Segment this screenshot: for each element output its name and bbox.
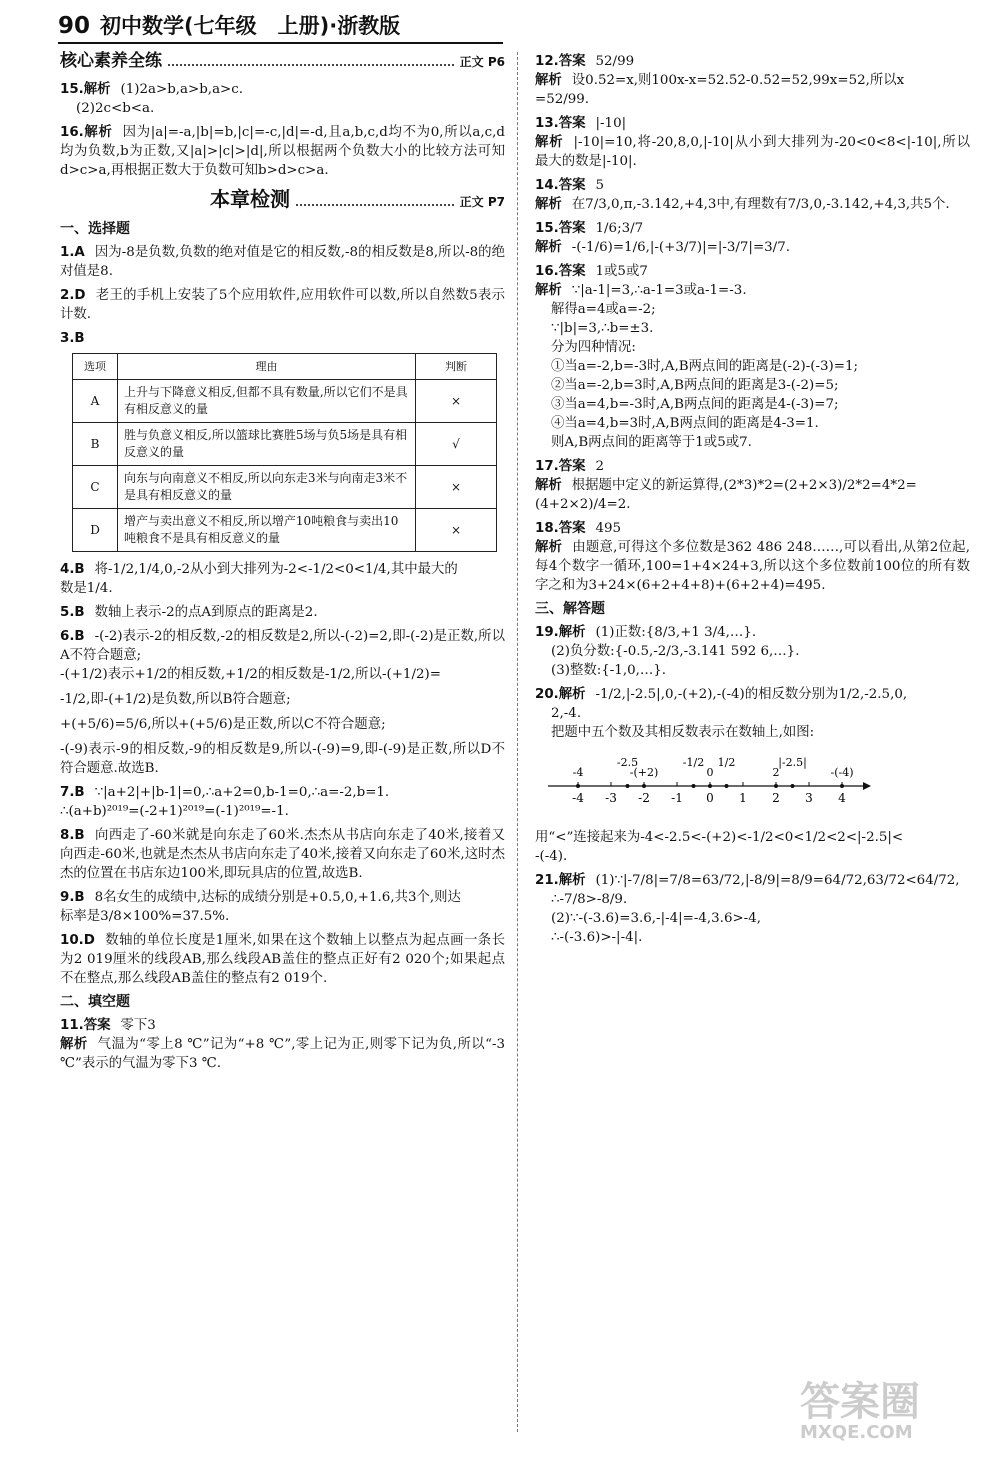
table-row: B 胜与负意义相反,所以篮球比赛胜5场与负5场是具有相反意义的量 √ — [73, 423, 497, 466]
section-title: 本章检测 — [210, 187, 290, 211]
point-label: -1/2 — [682, 756, 705, 769]
point-label: |-2.5| — [778, 756, 807, 769]
point-label: 1/2 — [717, 756, 736, 769]
reason-table: 选项 理由 判断 A 上升与下降意义相反,但都不具有数量,所以它们不是具有相反意义的量 × B 胜与负意义相反,所以篮球比赛胜5场与负5场是具有相反意义的量 √ C 向东与向南意义不相反,所以向东走3米与向南走3米不是具有相反意义的量 × D 增产与卖出意义不相反,所以增产10吨粮食与卖出10吨粮食不是具有相反意义的量 × — [72, 353, 497, 552]
section-title: 核心素养全练 — [60, 51, 162, 71]
right-column — [535, 52, 970, 952]
choice-6: 6.B -(-2)表示-2的相反数,-2的相反数是2,所以-(-2)=2,即-(-2)是正数,所以A不符合题意; -(+1/2)表示+1/2的相反数,+1/2的相反数是-1/2,所以-(+1/2)= -1/2,即-(+1/2)是负数,所以B符合题意; +(+5/6)=5/6,所以+(+5/6)是正数,所以C不符合题意; -(-9)表示-9的相反数,-9的相反数是9,所以-(-9)=9,即-(-9)是正数,所以D不符合题意.故选B. — [60, 629, 505, 776]
point-mark — [774, 784, 778, 788]
page-number: 90 — [58, 13, 91, 39]
tick-label: -3 — [605, 791, 617, 805]
table-row: A 上升与下降意义相反,但都不具有数量,所以它们不是具有相反意义的量 × — [73, 380, 497, 423]
solve-20: 20.解析 -1/2,|-2.5|,0,-(+2),-(-4)的相反数分别为1/2,-2.5,0, 2,-4. 把题中五个数及其相反数表示在数轴上,如图: -4 -3 -2 -1 0 1 2 3 4 -4 -2.5 -(+2) -1/2 0 1/2 2 |-2.5| -(-4) 用“<”连接起来为-4<-2.5<-(+2)<-1/2<0<1/2<2<|-2.5|< -(-4). — [535, 687, 908, 864]
point-label: -2.5 — [616, 756, 639, 769]
tick-label: -1 — [671, 791, 683, 805]
solve-19: 19.解析 (1)正数:{8/3,+1 3/4,…}. (2)负分数:{-0.5,-2/3,-3.141 592 6,…}. (3)整数:{-1,0,…}. — [535, 625, 800, 678]
tick-label: 2 — [772, 791, 780, 805]
point-label: 0 — [706, 766, 714, 779]
fill-15: 15.答案 1/6;3/7 解析 -(-1/6)=1/6,|-(+3/7)|=|-3/7|=3/7. — [535, 221, 790, 255]
point-mark — [576, 784, 580, 788]
left-column — [60, 52, 505, 1078]
choice-2: 2.D 老王的手机上安装了5个应用软件,应用软件可以数,所以自然数5表示计数. — [60, 288, 505, 322]
fill-14: 14.答案 5 解析 在7/3,0,π,-3.142,+4,3中,有理数有7/3,0,-3.142,+4,3,共5个. — [535, 178, 950, 212]
choice-4: 4.B 将-1/2,1/4,0,-2从小到大排列为-2<-1/2<0<1/4,其中最大的 数是1/4. — [60, 562, 458, 596]
fill-18: 18.答案 495 解析 由题意,可得这个多位数是362 486 248……,可以看出,从第2位起,每4个数字一循环,100=1+4×24+3,所以这个多位数前100位的所有数字之和为3+24×(6+2+4+8)+(6+2+4)=495. — [535, 521, 971, 593]
point-mark — [840, 784, 844, 788]
point-label: -(+2) — [629, 766, 659, 779]
tick-label: 0 — [706, 791, 714, 805]
choice-7: 7.B ∵|a+2|+|b-1|=0,∴a+2=0,b-1=0,∴a=-2,b=1. ∴(a+b)²⁰¹⁹=(-2+1)²⁰¹⁹=(-1)²⁰¹⁹=-1. — [60, 785, 390, 819]
answer-16: 16.解析 因为|a|=-a,|b|=b,|c|=-c,|d|=-d,且a,b,c,d均不为0,所以a,c,d均为负数,b为正数,又|a|>|c|>|d|,所以根据两个负数大小的比较方法可知d>c>a,再根据正数大于负数可知b>d>c>a. — [60, 125, 505, 178]
watermark-url: MXQE.COM — [800, 1422, 913, 1443]
header-rule — [58, 42, 503, 44]
choice-8: 8.B 向西走了-60米就是向东走了60米.杰杰从书店向东走了40米,接着又向西走-60米,也就是杰杰从书店向东走了40米,接着又向东走了60米,这时杰杰的位置在书店东边100米,即玩具店的位置,故选B. — [60, 828, 505, 881]
fill-11: 11.答案 零下3 解析 气温为“零上8 ℃”记为“+8 ℃”,零上记为正,则零下记为负,所以“-3 ℃”表示的气温为零下3 ℃. — [60, 1018, 506, 1071]
choice-3: 3.B — [60, 331, 85, 346]
tick-label: 3 — [805, 791, 813, 805]
tick-label: -2 — [638, 791, 650, 805]
point-mark — [692, 784, 696, 788]
choice-10: 10.D 数轴的单位长度是1厘米,如果在这个数轴上以整点为起点画一条长为2 019厘米的线段AB,那么线段AB盖住的整点正好有2 020个;如果起点不在整点,那么线段AB盖住的整点有2 019个. — [60, 933, 505, 986]
point-mark — [791, 784, 795, 788]
answer-15: 15.解析 (1)2a>b,a>b,a>c. (2)2c<b<a. — [60, 82, 244, 116]
point-mark — [708, 784, 712, 788]
section-chapter-test — [60, 187, 505, 212]
point-mark — [725, 784, 729, 788]
fill-13: 13.答案 |-10| 解析 |-10|=10,将-20,8,0,|-10|从小到大排列为-20<0<8<|-10|,所以最大的数是|-10|. — [535, 116, 970, 169]
part-solve: 三、解答题 — [535, 601, 605, 617]
tick-label: -4 — [572, 791, 584, 805]
tick-label: 4 — [838, 791, 846, 805]
point-mark — [642, 784, 646, 788]
point-label: 2 — [772, 766, 780, 779]
book-title: 初中数学(七年级 上册)·浙教版 — [100, 14, 401, 38]
point-label: -(-4) — [830, 766, 854, 779]
choice-5: 5.B 数轴上表示-2的点A到原点的距离是2. — [60, 605, 318, 620]
choice-9: 9.B 8名女生的成绩中,达标的成绩分别是+0.5,0,+1.6,共3个,则达 标率是3/8×100%=37.5%. — [60, 890, 461, 924]
choice-1: 1.A 因为-8是负数,负数的绝对值是它的相反数,-8的相反数是8,所以-8的绝对值是8. — [60, 245, 505, 279]
column-divider — [517, 52, 518, 1432]
number-line — [543, 752, 873, 812]
point-mark — [626, 784, 630, 788]
part-fill: 二、填空题 — [60, 994, 130, 1010]
fill-12: 12.答案 52/99 解析 设0.5̇2̇=x,则100x-x=52.5̇2̇-0.5̇2̇=52,99x=52,所以x =52/99. — [535, 54, 905, 107]
section-core — [60, 52, 505, 72]
tick-label: 1 — [739, 791, 747, 805]
table-row: D 增产与卖出意义不相反,所以增产10吨粮食与卖出10吨粮食不是具有相反意义的量 × — [73, 509, 497, 552]
page-header — [58, 10, 400, 40]
fill-16: 16.答案 1或5或7 解析 ∵|a-1|=3,∴a-1=3或a-1=-3. 解得a=4或a=-2; ∵|b|=3,∴b=±3. 分为四种情况: ①当a=-2,b=-3时,A,B两点间的距离是(-2)-(-3)=1; ②当a=-2,b=3时,A,B两点间的距离是3-(-2)=5; ③当a=4,b=-3时,A,B两点间的距离是4-(-3)=7; ④当a=4,b=3时,A,B两点间的距离是4-3=1. 则A,B两点间的距离等于1或5或7. — [535, 264, 859, 450]
table-row: C 向东与向南意义不相反,所以向东走3米与向南走3米不是具有相反意义的量 × — [73, 466, 497, 509]
section-ref: 正文 P7 — [459, 195, 505, 209]
solve-21: 21.解析 (1)∵|-7/8|=7/8=63/72,|-8/9|=8/9=64/72,63/72<64/72, ∴-7/8>-8/9. (2)∵-(-3.6)=3.6,-|-4|=-4,3.6>-4, ∴-(-3.6)>-|-4|. — [535, 873, 960, 945]
part-choice: 一、选择题 — [60, 221, 130, 237]
point-label: -4 — [572, 766, 584, 779]
section-ref: 正文 P6 — [459, 55, 505, 69]
fill-17: 17.答案 2 解析 根据题中定义的新运算得,(2*3)*2=(2+2×3)/2*2=4*2= (4+2×2)/4=2. — [535, 459, 917, 512]
watermark-logo: 答案圈 — [800, 1379, 920, 1425]
